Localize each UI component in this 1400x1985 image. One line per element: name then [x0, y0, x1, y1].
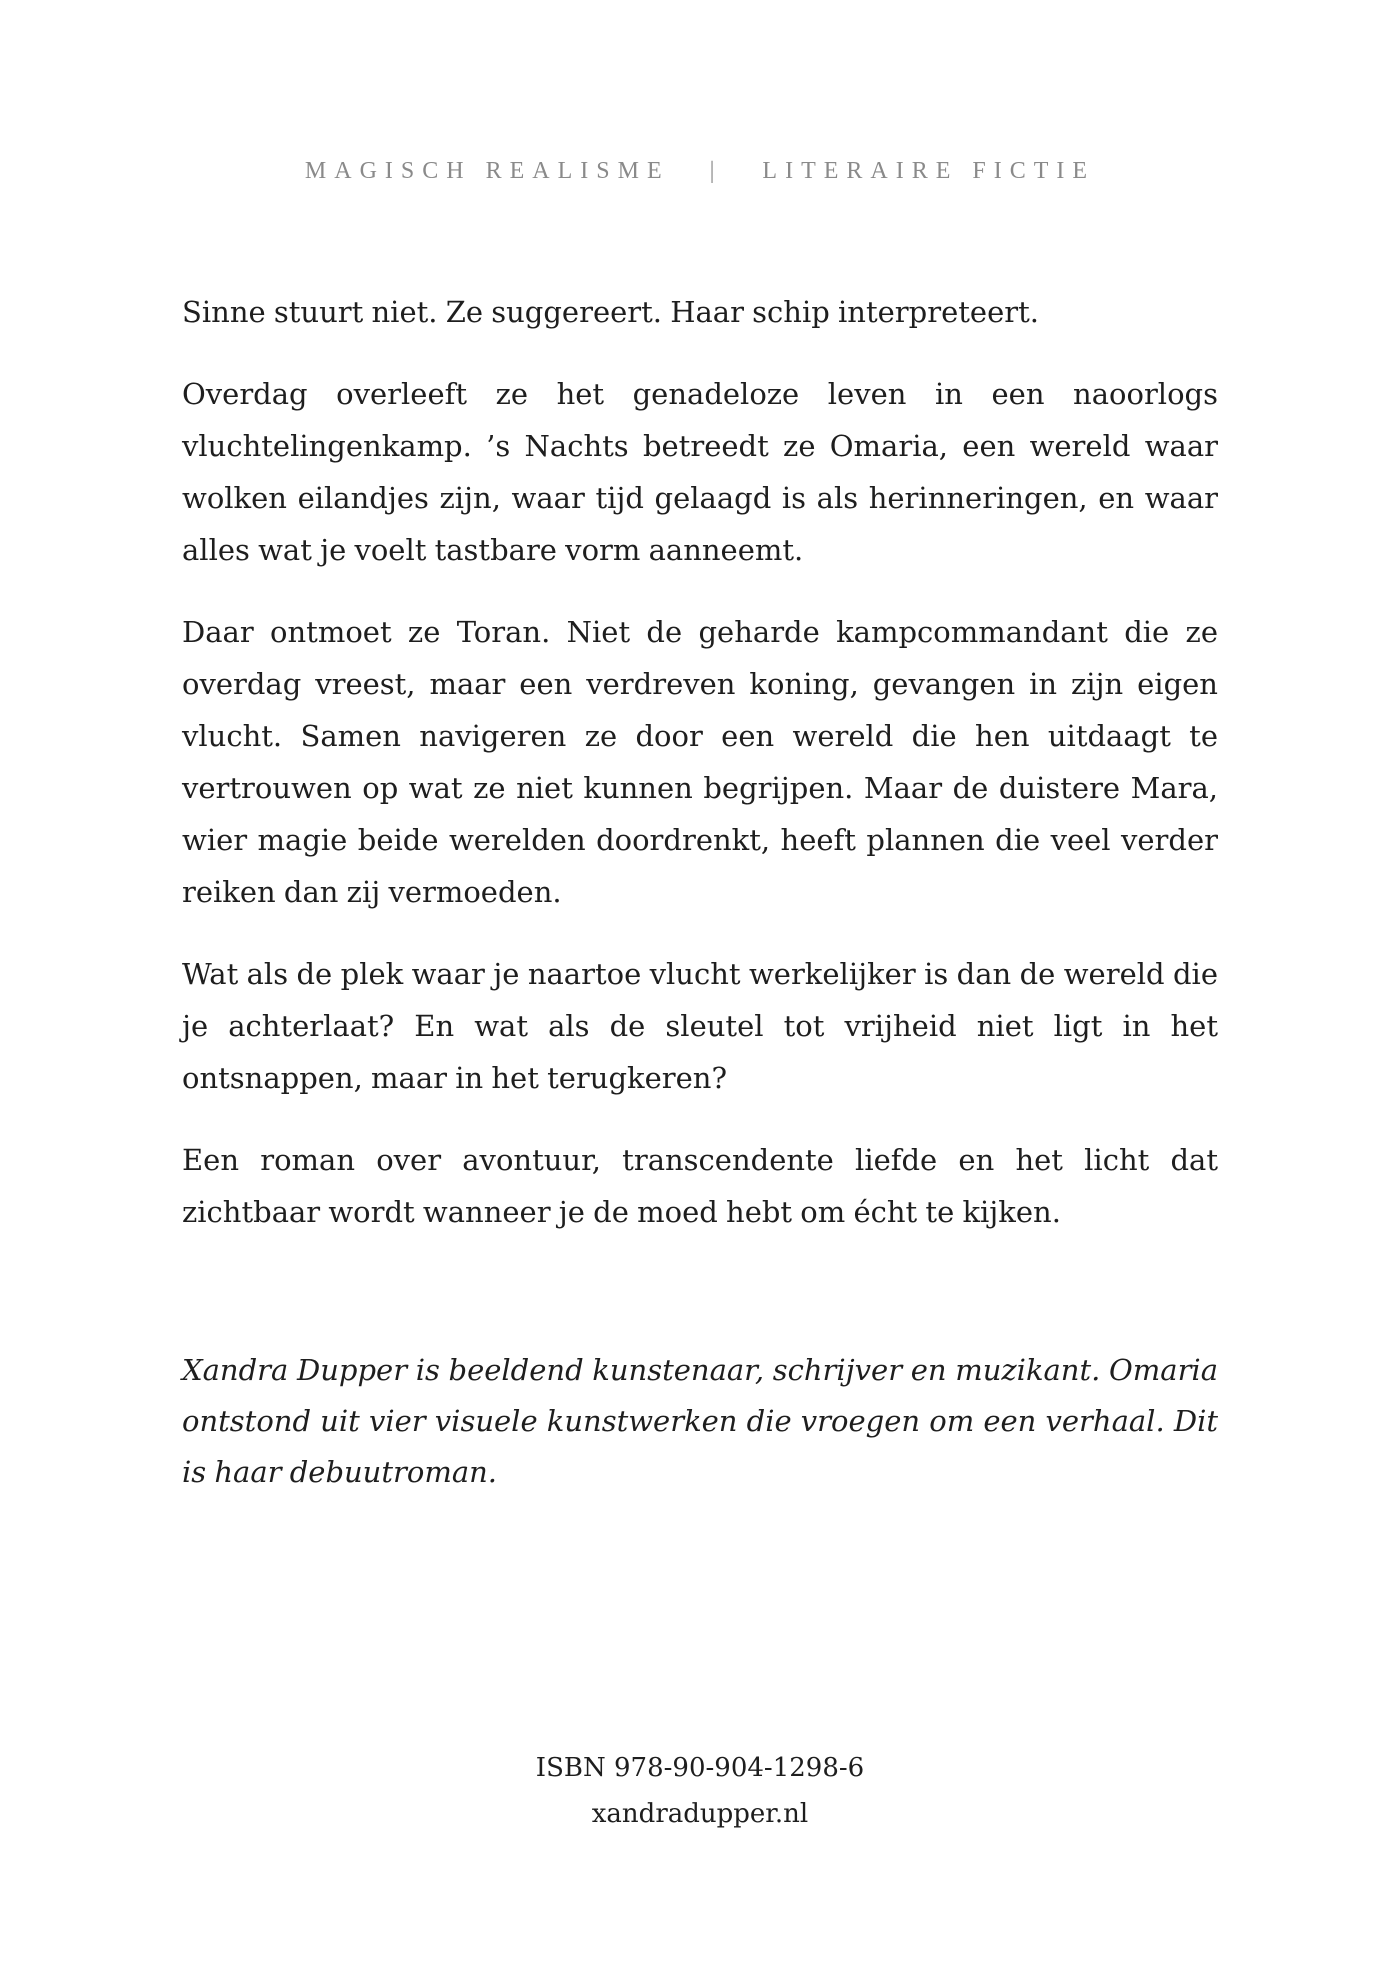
- genre-magisch-realisme: MAGISCH REALISME: [304, 158, 670, 184]
- author-bio: Xandra Dupper is beeldend kunstenaar, schrijver en muzikant. Omaria ontstond uit vier visuele kunstwerken die vroegen om een verhaal. Dit is haar debuutroman.: [182, 1353, 1218, 1489]
- blurb-paragraph: Daar ontmoet ze Toran. Niet de geharde kampcommandant die ze overdag vreest, maar een verdreven koning, gevangen in zijn eigen vlucht. Samen navigeren ze door een wereld die hen uitdaagt te vertrouwen op wat ze niet kunnen begrijpen. Maar de duistere Mara, wier magie beide werelden doordrenkt, heeft plannen die veel verder reiken dan zij vermoeden.: [182, 615, 1218, 909]
- book-footer: [0, 1745, 1400, 1837]
- back-cover-blurb: [182, 286, 1218, 1238]
- genre-literaire-fictie: LITERAIRE FICTIE: [762, 158, 1096, 184]
- blurb-paragraph: Wat als de plek waar je naartoe vlucht werkelijker is dan de wereld die je achterlaat? En wat als de sleutel tot vrijheid niet ligt in het ontsnappen, maar in het terugkeren?: [182, 957, 1218, 1095]
- isbn: ISBN 978-90-904-1298-6: [535, 1753, 865, 1783]
- blurb-paragraph: Overdag overleeft ze het genadeloze leven in een naoorlogs vluchtelingenkamp. ’s Nachts betreedt ze Omaria, een wereld waar wolken eilandjes zijn, waar tijd gelaagd is als herinneringen, en waar alles wat je voelt tastbare vorm aanneemt.: [182, 377, 1218, 567]
- genre-separator: |: [709, 158, 715, 184]
- blurb-paragraph: Een roman over avontuur, transcendente liefde en het licht dat zichtbaar wordt wanneer je de moed hebt om écht te kijken.: [182, 1143, 1218, 1229]
- website-link[interactable]: xandradupper.nl: [591, 1799, 809, 1829]
- blurb-paragraph: Sinne stuurt niet. Ze suggereert. Haar schip interpreteert.: [182, 295, 1039, 329]
- genre-header: [0, 158, 1400, 185]
